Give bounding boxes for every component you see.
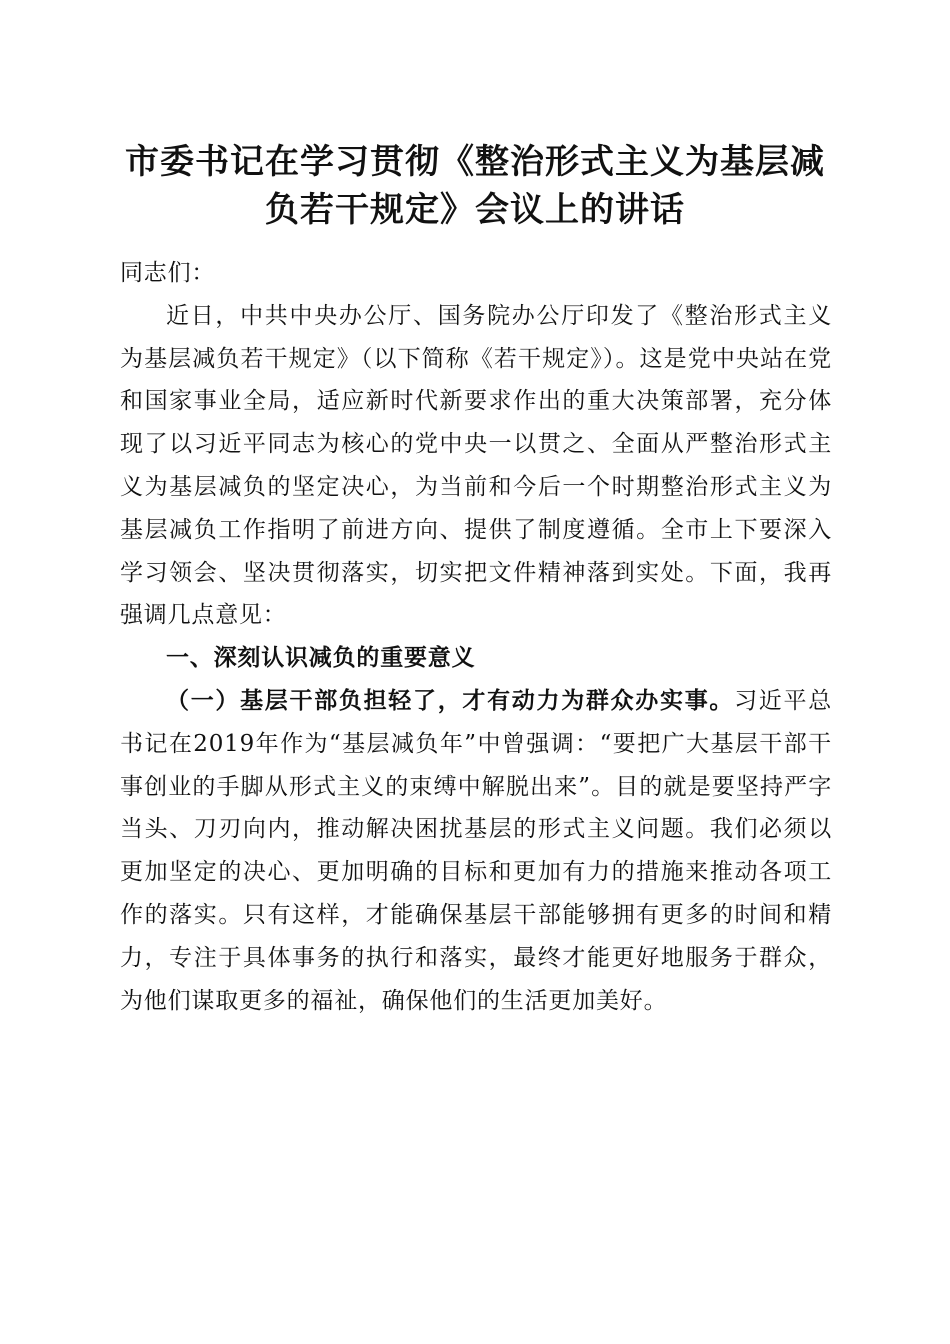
title-line-1: 市委书记在学习贯彻《整治形式主义为基层减 (125, 142, 825, 182)
intro-paragraph: 近日，中共中央办公厅、国务院办公厅印发了《整治形式主义为基层减负若干规定》（以下简称《若干规定》）。这是党中央站在党和国家事业全局，适应新时代新要求作出的重大决策部署，充分体现了以习近平同志为核心的党中央一以贯之、全面从严整治形式主义为基层减负的坚定决心，为当前和今后一个时期整治形式主义为基层减负工作指明了前进方向、提供了制度遵循。全市上下要深入学习领会、坚决贯彻落实，切实把文件精神落到实处。下面，我再强调几点意见： (120, 302, 832, 629)
document-body (120, 252, 832, 1022)
salutation: 同志们： (120, 260, 216, 286)
section-1-1-text: 习近平总书记在2019年作为“基层减负年”中曾强调：“要把广大基层干部干事创业的手脚从形式主义的束缚中解脱出来”。目的就是要坚持严字当头、刀刃向内，推动解决困扰基层的形式主义问题。我们必须以更加坚定的决心、更加明确的目标和更加有力的措施来推动各项工作的落实。只有这样，才能确保基层干部能够拥有更多的时间和精力，专注于具体事务的执行和落实，最终才能更好地服务于群众，为他们谋取更多的福祉，确保他们的生活更加美好。 (120, 687, 832, 1014)
section-1-heading: 一、深刻认识减负的重要意义 (166, 645, 476, 672)
title-line-2: 负若干规定》会议上的讲话 (265, 190, 685, 230)
section-1-1-paragraph (120, 680, 832, 1022)
document-title (100, 138, 850, 234)
section-1-1-heading: （一）基层干部负担轻了，才有动力为群众办实事。 (166, 686, 735, 714)
